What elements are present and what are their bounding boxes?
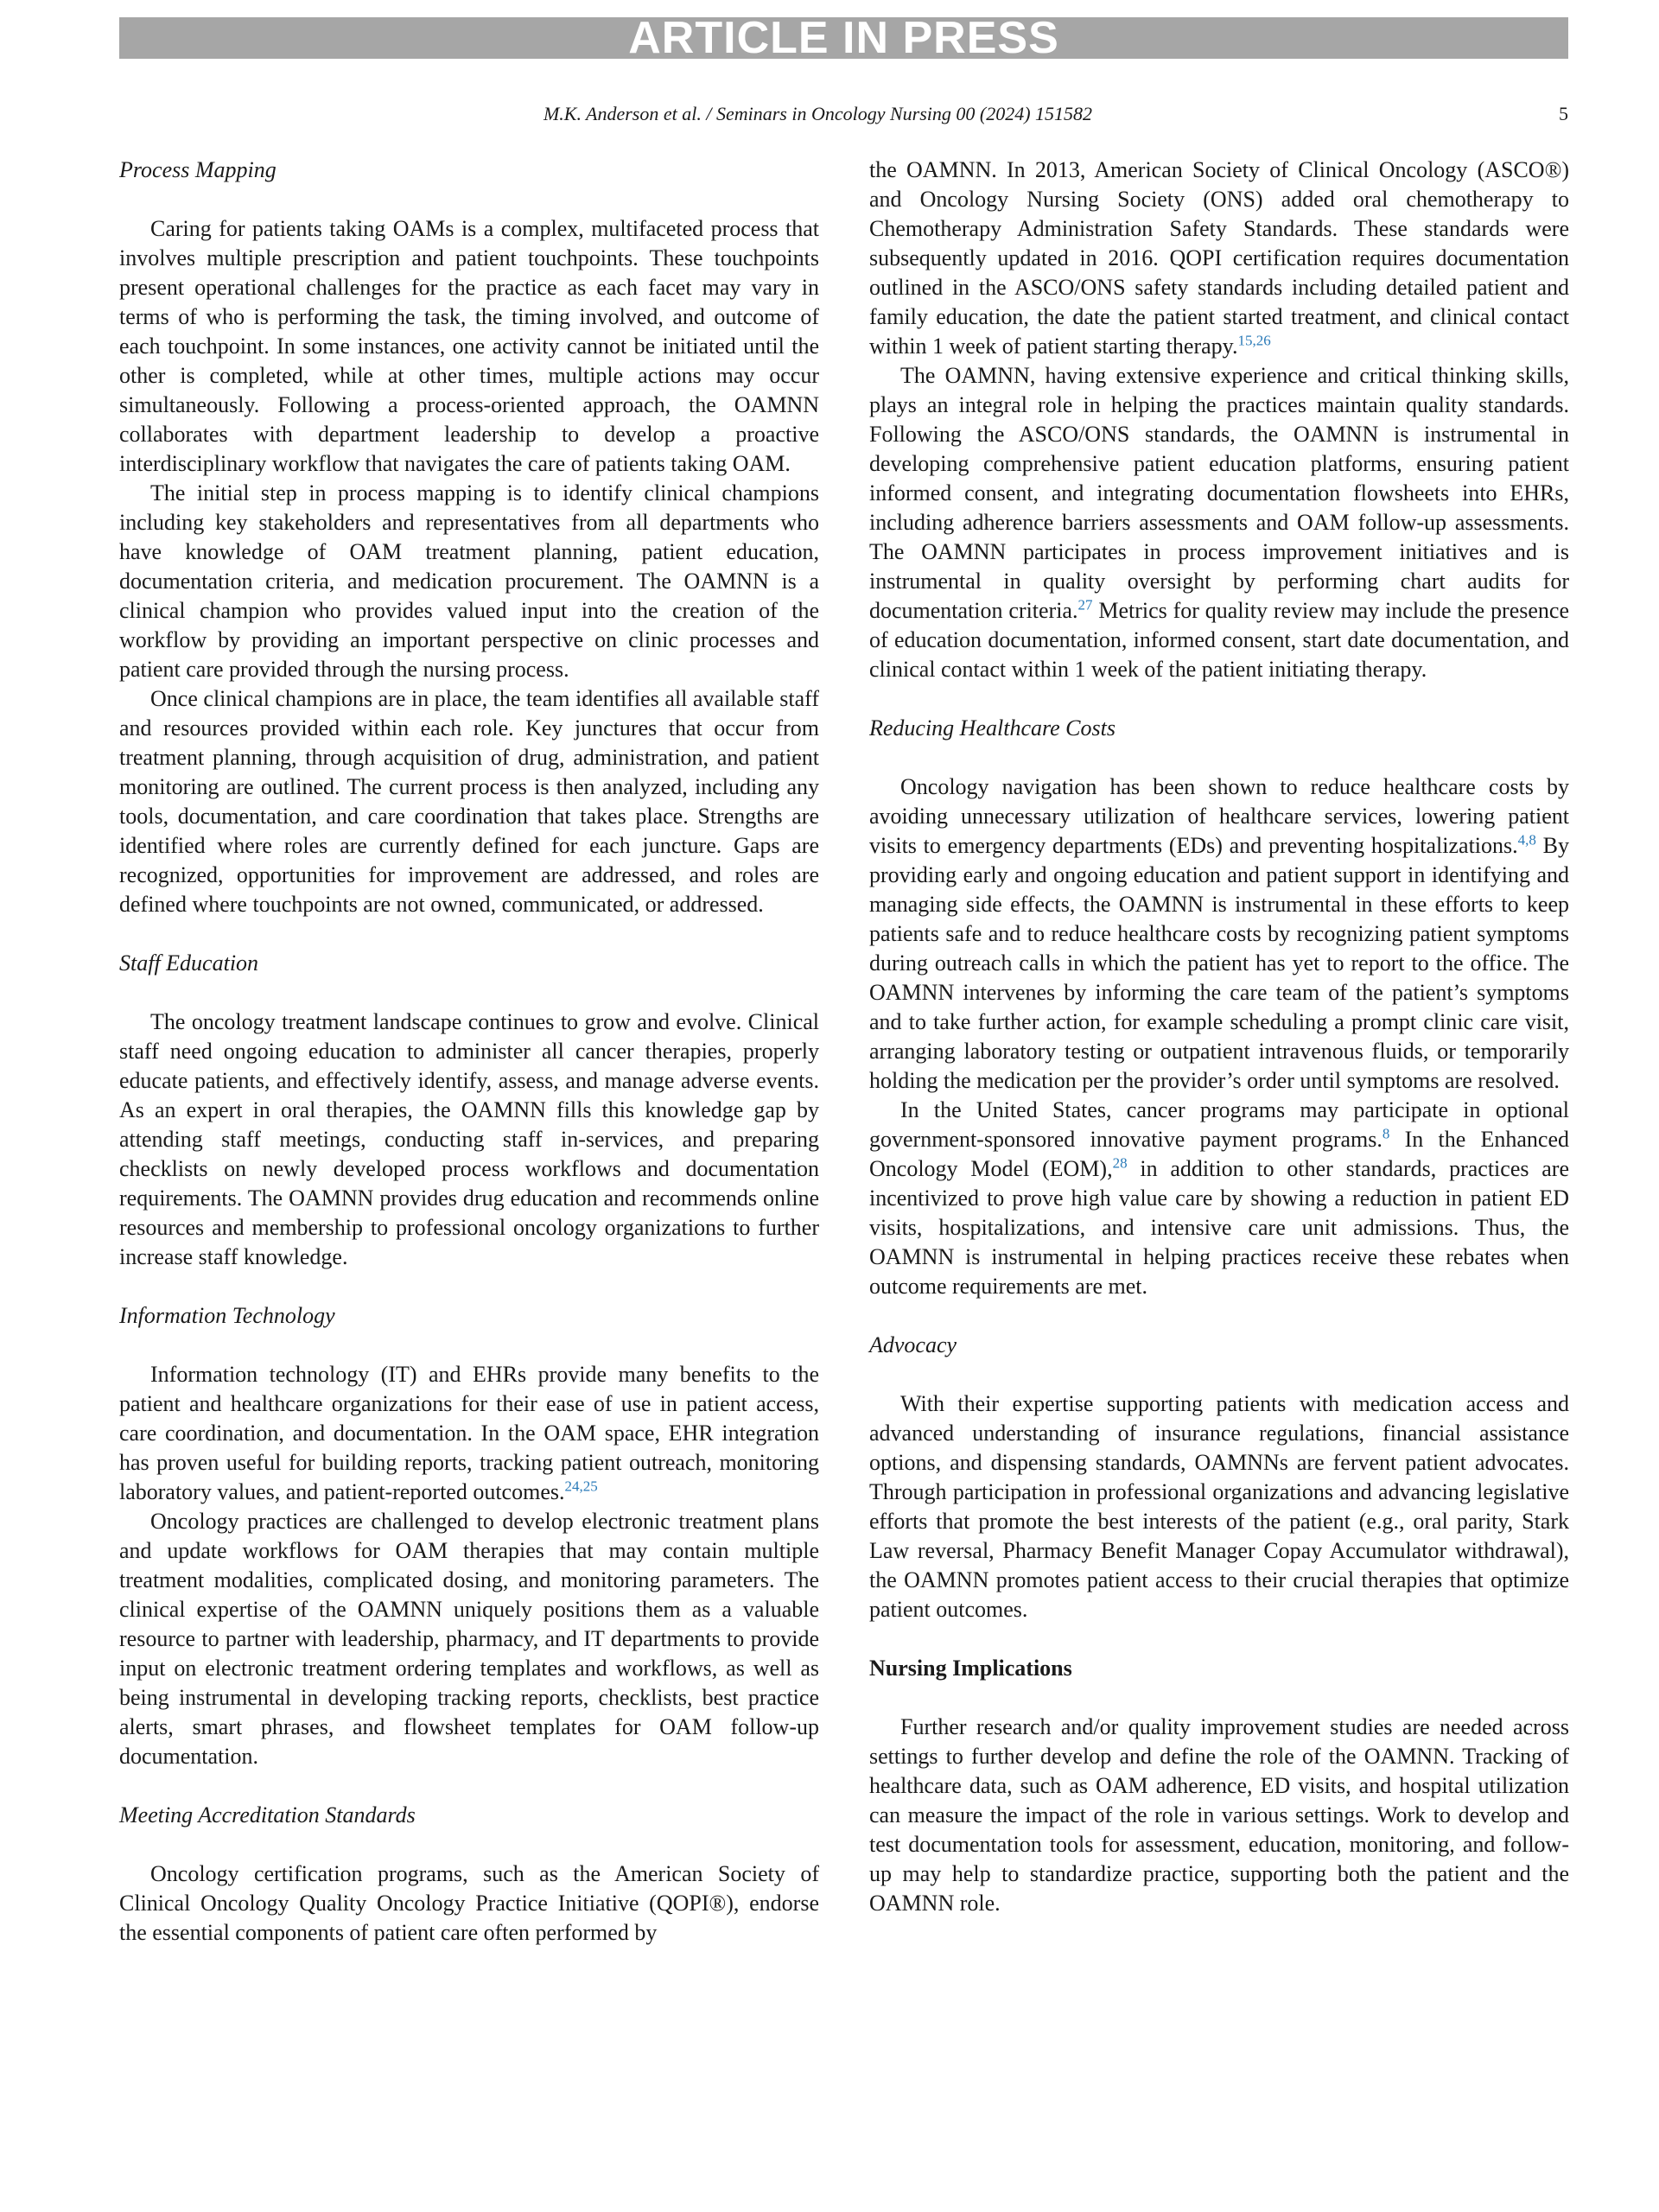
reference-link[interactable]: 8 xyxy=(1382,1125,1390,1142)
paragraph: Once clinical champions are in place, the team identifies all available staff and resources provided within each role. Key junctures that occur from treatment planning, through acquisition of drug, administration, and patient monitoring are outlined. The current process is then analyzed, including any tools, documentation, and care coordination that takes place. Strengths are identified where roles are currently defined for each juncture. Gaps are recognized, opportunities for improvement are addressed, and roles are defined where touchpoints are not owned, communicated, or addressed. xyxy=(119,686,819,917)
paragraph-text: By providing early and ongoing education and patient support in identifying and managing side effects, the OAMNN is instrumental in these efforts to keep patients safe and to reduce healthcare costs by recognizing patient symptoms during outreach calls in which the patient has yet to report to the office. The OAMNN intervenes by informing the care team of the patient’s symptoms and to take further action, for example scheduling a prompt clinic care visit, arranging laboratory testing or outpatient intravenous fluids, or temporarily holding the medication per the provider’s order until symptoms are resolved. xyxy=(869,833,1569,1093)
paragraph: With their expertise supporting patients with medication access and advanced understanding of insurance regulations, financial assistance options, and dispensing standards, OAMNNs are fervent patient advocates. Through participation in professional organizations and advancing legislative efforts that promote the best interests of the patient (e.g., oral parity, Stark Law reversal, Pharmacy Benefit Manager Copay Accumulator withdrawal), the OAMNN promotes patient access to their crucial therapies that optimize patient outcomes. xyxy=(869,1391,1569,1622)
reference-link[interactable]: 27 xyxy=(1077,596,1093,613)
section-title-staff-education: Staff Education xyxy=(119,950,259,976)
paragraph-text: In the United States, cancer programs may participate in optional government-sponsored innovative payment programs. xyxy=(869,1097,1569,1152)
paragraph-text: Oncology navigation has been shown to reduce healthcare costs by avoiding unnecessary utilization of healthcare services, lowering patient visits to emergency departments (EDs) and preventing hospitalizations. xyxy=(869,774,1569,858)
reference-link[interactable]: 28 xyxy=(1112,1154,1128,1172)
paragraph: Oncology certification programs, such as the American Society of Clinical Oncology Quality Oncology Practice Initiative (QOPI®), endorse the essential components of patient care often performed by xyxy=(119,1861,819,1945)
paragraph-text: The OAMNN, having extensive experience and critical thinking skills, plays an integral role in helping the practices maintain quality standards. Following the ASCO/ONS standards, the OAMNN is instrumental in developing comprehensive patient education platforms, ensuring patient informed consent, and integrating documentation flowsheets into EHRs, including adherence barriers assessments and OAM follow-up assessments. The OAMNN participates in process improvement initiatives and is instrumental in quality oversight by performing chart audits for documentation criteria. xyxy=(869,363,1569,623)
paragraph xyxy=(869,156,1569,361)
running-header xyxy=(119,100,1568,128)
reference-link[interactable]: 24,25 xyxy=(564,1478,598,1495)
section-title-healthcare-costs: Reducing Healthcare Costs xyxy=(869,715,1116,741)
paragraph: The initial step in process mapping is to identify clinical champions including key stakeholders and representatives from all departments who have knowledge of OAM treatment planning, patient education, documentation criteria, and medication procurement. The OAMNN is a clinical champion who provides valued input into the creation of the workflow by providing an important perspective on clinic processes and patient care provided through the nursing process. xyxy=(119,480,819,682)
section-title-accreditation: Meeting Accreditation Standards xyxy=(119,1802,416,1827)
paragraph-text: the OAMNN. In 2013, American Society of Clinical Oncology (ASCO®) and Oncology Nursing Society (ONS) added oral chemotherapy to Chemotherapy Administration Safety Standards. These standards were subsequently updated in 2016. QOPI certification requires documentation outlined in the ASCO/ONS safety standards including detailed patient and family education, the date the patient started treatment, and clinical contact within 1 week of patient starting therapy. xyxy=(869,157,1569,359)
section-title-process-mapping: Process Mapping xyxy=(119,157,276,182)
paragraph-text: In the Enhanced Oncology Model (EOM), xyxy=(869,1127,1569,1181)
reference-link[interactable]: 15,26 xyxy=(1237,332,1271,349)
paragraph: Further research and/or quality improvement studies are needed across settings to further develop and define the role of the OAMNN. Tracking of healthcare data, such as OAM adherence, ED visits, and hospital utilization can measure the impact of the role in various settings. Work to develop and test documentation tools for assessment, education, monitoring, and follow-up may help to standardize practice, supporting both the patient and the OAMNN role. xyxy=(869,1714,1569,1916)
right-column xyxy=(869,156,1569,1918)
paragraph xyxy=(869,361,1569,684)
left-column xyxy=(119,156,819,1948)
section-title-information-technology: Information Technology xyxy=(119,1303,335,1328)
article-in-press-banner: ARTICLE IN PRESS xyxy=(119,17,1568,59)
paragraph xyxy=(869,772,1569,1096)
paragraph xyxy=(869,1096,1569,1301)
page-number: 5 xyxy=(1559,103,1568,124)
journal-citation: M.K. Anderson et al. / Seminars in Oncology Nursing 00 (2024) 151582 xyxy=(543,103,1093,124)
section-title-nursing-implications: Nursing Implications xyxy=(869,1656,1072,1681)
paragraph-text: Metrics for quality review may include the presence of education documentation, informed consent, start date documentation, and clinical contact within 1 week of the patient initiating therapy. xyxy=(869,598,1569,682)
paragraph-text: Information technology (IT) and EHRs provide many benefits to the patient and healthcare organizations for their ease of use in patient access, care coordination, and documentation. In the OAM space, EHR integration has proven useful for building reports, tracking patient outreach, monitoring laboratory values, and patient-reported outcomes. xyxy=(119,1362,819,1504)
paragraph-text: in addition to other standards, practices are incentivized to prove high value care by showing a reduction in patient ED visits, hospitalizations, and intensive care unit admissions. Thus, the OAMNN is instrumental in helping practices receive these rebates when outcome requirements are met. xyxy=(869,1156,1569,1299)
paragraph: Oncology practices are challenged to develop electronic treatment plans and update workflows for OAM therapies that may contain multiple treatment modalities, complicated dosing, and monitoring parameters. The clinical expertise of the OAMNN uniquely positions them as a valuable resource to partner with leadership, pharmacy, and IT departments to provide input on electronic treatment ordering templates and workflows, as well as being instrumental in developing tracking reports, checklists, best practice alerts, smart phrases, and flowsheet templates for OAM follow-up documentation. xyxy=(119,1509,819,1769)
reference-link[interactable]: 4,8 xyxy=(1517,831,1536,849)
paragraph: Caring for patients taking OAMs is a complex, multifaceted process that involves multiple prescription and patient touchpoints. These touchpoints present operational challenges for the practice as each facet may vary in terms of who is performing the task, the timing involved, and outcome of each touchpoint. In some instances, one activity cannot be initiated until the other is completed, while at other times, multiple actions may occur simultaneously. Following a process-oriented approach, the OAMNN collaborates with department leadership to develop a proactive interdisciplinary workflow that navigates the care of patients taking OAM. xyxy=(119,216,819,476)
section-title-advocacy: Advocacy xyxy=(869,1332,957,1357)
paragraph: The oncology treatment landscape continues to grow and evolve. Clinical staff need ongoing education to administer all cancer therapies, properly educate patients, and effectively identify, assess, and manage adverse events. As an expert in oral therapies, the OAMNN fills this knowledge gap by attending staff meetings, conducting staff in-services, and preparing checklists on newly developed process workflows and documentation requirements. The OAMNN provides drug education and recommends online resources and membership to professional oncology organizations to further increase staff knowledge. xyxy=(119,1009,819,1269)
paragraph xyxy=(119,1360,819,1507)
